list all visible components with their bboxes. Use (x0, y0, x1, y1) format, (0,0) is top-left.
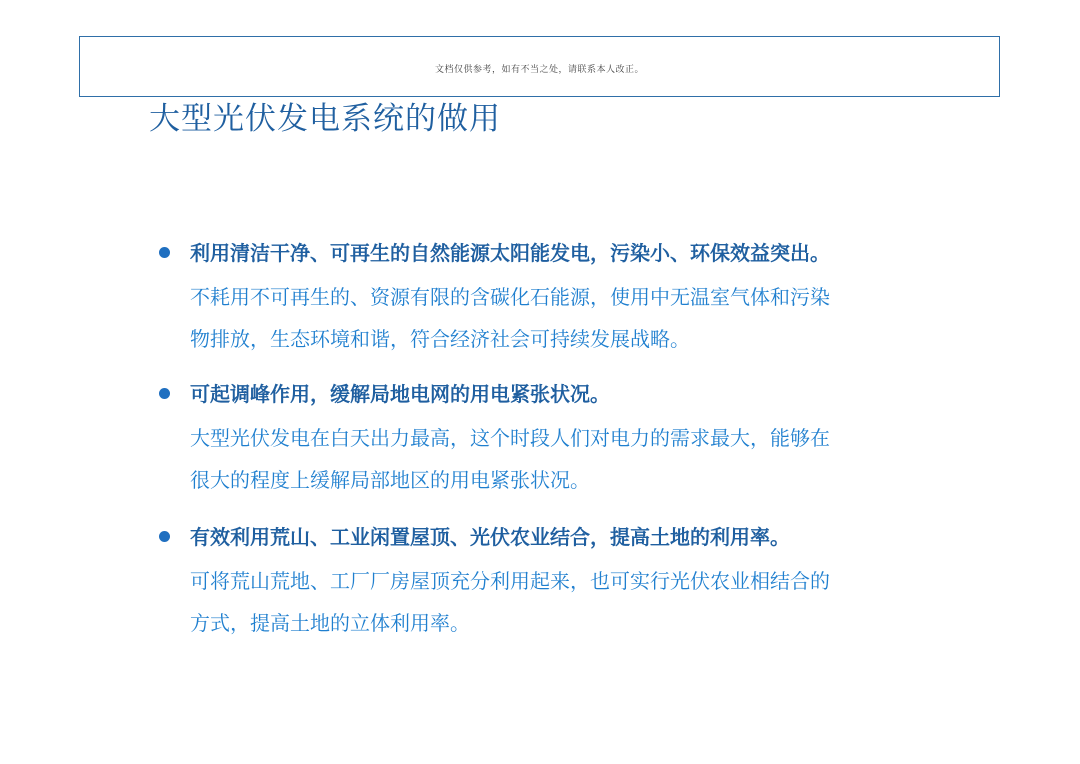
bullet-body (190, 417, 830, 501)
bullet-body (190, 560, 830, 644)
bullet-dot-icon (159, 531, 170, 542)
bullet-body-line: 可将荒山荒地、工厂厂房屋顶充分利用起来，也可实行光伏农业相结合的 (190, 569, 830, 593)
bullet-body-line: 物排放，生态环境和谐，符合经济社会可持续发展战略。 (190, 327, 690, 351)
bullet-heading: 有效利用荒山、工业闲置屋顶、光伏农业结合，提高土地的利用率。 (190, 525, 790, 549)
slide-title: 大型光伏发电系统的做用 (149, 101, 501, 137)
bullet-body-line: 不耗用不可再生的、资源有限的含碳化石能源，使用中无温室气体和污染 (190, 285, 830, 309)
bullet-heading: 可起调峰作用，缓解局地电网的用电紧张状况。 (190, 382, 610, 406)
bullet-dot-icon (159, 247, 170, 258)
header-disclaimer-note: 文档仅供参考，如有不当之处，请联系本人改正。 (434, 65, 644, 75)
bullet-dot-icon (159, 388, 170, 399)
bullet-body-line: 方式，提高土地的立体利用率。 (190, 611, 470, 635)
bullet-heading: 利用清洁干净、可再生的自然能源太阳能发电，污染小、环保效益突出。 (190, 241, 830, 265)
bullet-body-line: 很大的程度上缓解局部地区的用电紧张状况。 (190, 468, 590, 492)
document-header-box (79, 36, 1000, 97)
bullet-body-line: 大型光伏发电在白天出力最高，这个时段人们对电力的需求最大，能够在 (190, 426, 830, 450)
bullet-body (190, 276, 830, 360)
